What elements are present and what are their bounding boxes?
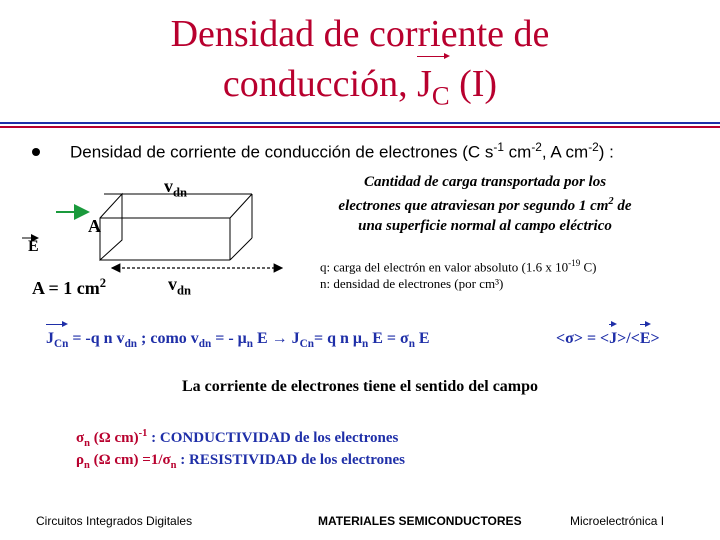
area-label: A [88,216,101,236]
bullet-exp: -2 [588,140,599,154]
definition-part: electrones que atraviesan por segundo 1 cm [338,198,609,214]
title-rule-red [0,126,720,128]
eq-sub: dn [124,338,138,351]
sigma-sub: n [84,438,91,449]
sigma-vector-e: E [639,330,651,347]
bullet-part: Densidad de corriente de conducción de electrones (C s [70,142,494,162]
eq-part: = q n μ [313,330,362,347]
eq-sub: Cn [299,338,314,351]
sigma-part: >/< [617,330,640,347]
conductivity-line [76,428,398,449]
footer-center: MATERIALES SEMICONDUCTORES [318,514,522,528]
sigma-part: <σ> = < [556,330,610,347]
title-rule-blue [0,122,720,124]
vdn-top-label [164,176,187,201]
resistivity-sub: n [170,460,177,471]
bullet-part: ) : [598,142,614,162]
note-q [320,258,597,275]
definition-line [300,192,670,216]
eq-part: = -q n v [68,330,125,347]
sigma-vector-j: J [609,330,618,347]
note-exp: -19 [568,258,581,268]
resistivity-text: : RESISTIVIDAD de los electrones [176,452,405,468]
definition-line: Cantidad de carga transportada por los [363,174,607,190]
eq-part: E [414,330,430,347]
area-equation [32,276,106,299]
conductivity-units: (Ω cm) [90,430,139,446]
eq-sub: Cn [54,338,69,351]
area-eq-exp: 2 [99,276,107,290]
title-suffix: (I) [449,63,498,105]
eq-part: J [46,330,54,347]
bullet-part: , A cm [541,142,589,162]
sigma-part: > [650,330,660,347]
eq-sub: n [408,338,415,351]
footer-right: Microelectrónica I [570,514,665,528]
definition-text [300,172,670,236]
e-label: E [28,238,39,255]
sigma-symbol: σ [76,430,85,446]
resistivity-units: (Ω cm) =1/σ [89,452,171,468]
title-line-1: Densidad de corriente de [170,13,550,55]
definition-line: una superficie normal al campo eléctrico [358,218,612,234]
vdn-sub: dn [177,283,192,298]
title-vector-j [417,62,450,118]
eq-sub: dn [198,338,212,351]
bullet-part: cm [503,142,532,162]
resistivity-line [76,452,405,471]
area-eq-text: A = 1 cm [32,278,100,298]
conductivity-text: : CONDUCTIVIDAD de los electrones [147,430,399,446]
eq-sub: n [246,338,253,351]
title-prefix: conducción, [222,63,418,105]
footer-left: Circuitos Integrados Digitales [36,514,193,528]
title-j: J [417,63,432,105]
bullet-text [70,140,614,163]
definition-exp: 2 [608,196,614,207]
bullet-icon [32,148,40,156]
definition-part: de [613,198,632,214]
note-part: C) [580,259,597,275]
eq-part: E = σ [368,330,409,347]
eq-part: E → J [252,330,300,347]
bullet-exp: -2 [531,140,542,154]
eq-part: ; como v [137,330,199,347]
direction-statement: La corriente de electrones tiene el sentido del campo [181,378,539,395]
sigma-equation [556,330,660,348]
conductivity-exp: -1 [138,428,148,439]
vdn-v: v [164,176,173,196]
rho-symbol: ρ [76,452,85,468]
prism-front-face [100,194,122,260]
title-line-2 [0,62,720,118]
rho-sub: n [84,460,90,471]
note-part: q: carga del electrón en valor absoluto (1.6 x 10 [320,259,569,275]
bullet-exp: -1 [493,140,504,154]
title-c-sub: C [431,80,450,111]
vdn-v: v [168,274,177,294]
eq-part: = - μ [211,330,247,347]
vdn-sub: dn [173,185,188,200]
current-density-equation [46,330,430,350]
vdn-bottom-label [168,274,191,299]
eq-sub: n [361,338,369,351]
note-n: n: densidad de electrones (por cm³) [320,276,504,291]
